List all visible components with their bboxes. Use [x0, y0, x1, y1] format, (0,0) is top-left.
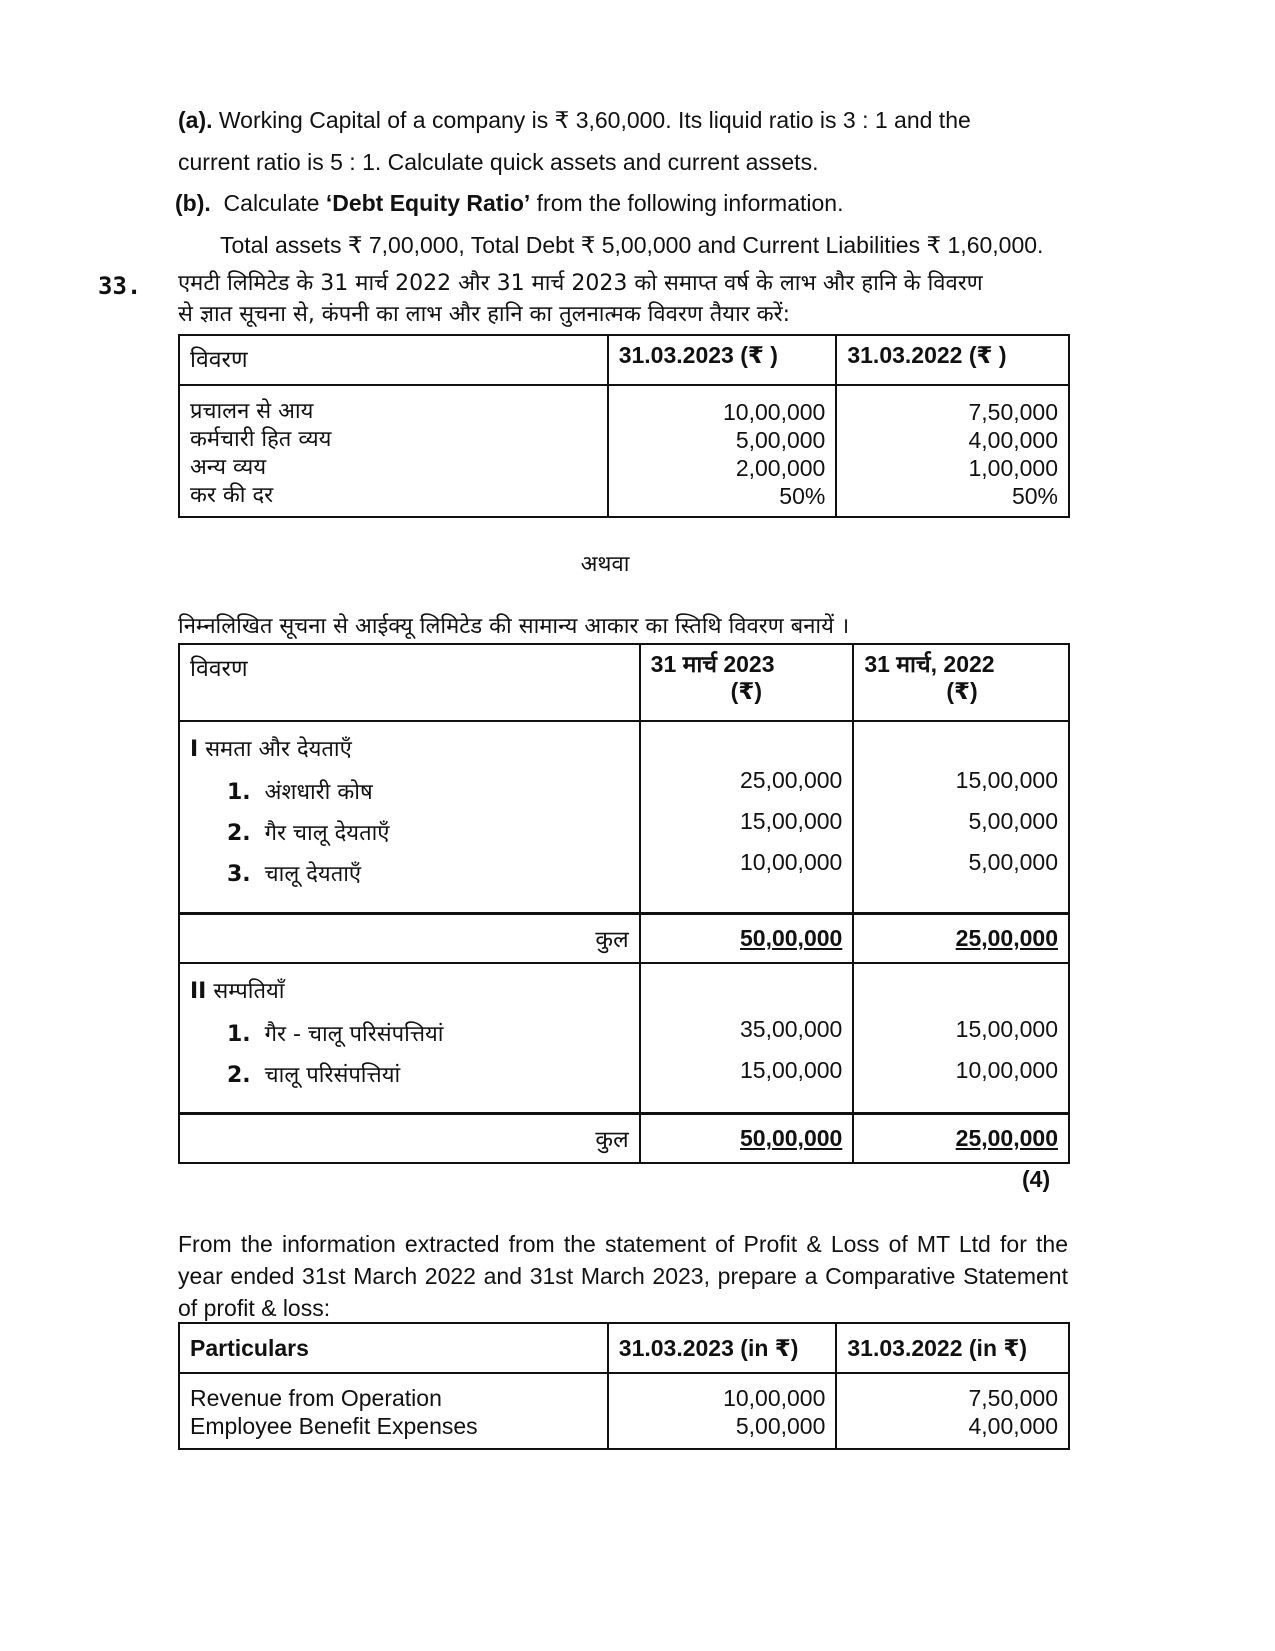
table1-item: कर्मचारी हित व्यय: [190, 427, 332, 452]
section2-item-number: 2.: [227, 1063, 251, 1088]
table3-header-particulars: Particulars: [179, 1323, 608, 1373]
table1-value: 2,00,000: [735, 455, 826, 481]
total2-2022-cell: [853, 1113, 1069, 1163]
table3-header-2023: 31.03.2023 (in ₹): [608, 1323, 837, 1373]
table3-header-2022: 31.03.2022 (in ₹): [836, 1323, 1069, 1373]
table3-value: 4,00,000: [968, 1413, 1058, 1439]
total1-2022-cell: [853, 913, 1069, 963]
total1-2022: 25,00,000: [955, 924, 1058, 951]
table2-header-2022-date: 31 मार्च, 2022: [864, 651, 995, 677]
section1-item-label: चालू देयताएँ: [264, 862, 362, 887]
question-a: [178, 99, 1068, 183]
section2-title: सम्पतियाँ: [213, 979, 285, 1004]
question-b-label: (b).: [175, 190, 211, 216]
question-b-text-bold: ‘Debt Equity Ratio’: [325, 190, 531, 216]
section1-item-number: 1.: [227, 780, 251, 805]
or-text: अथवा: [580, 552, 630, 577]
section2-item-label: गैर - चालू परिसंपत्तियां: [264, 1022, 444, 1047]
table2-header-2022: [853, 644, 1069, 721]
section1-item-label: गैर चालू देयताएँ: [264, 821, 390, 846]
section1-item: [227, 772, 629, 813]
table2-value: 15,00,000: [955, 1016, 1058, 1042]
english-pl-table: [178, 1322, 1070, 1450]
table2-value: 5,00,000: [968, 808, 1058, 834]
section1-item-label: अंशधारी कोष: [264, 780, 373, 805]
total2-2022: 25,00,000: [955, 1124, 1058, 1151]
question-b: [175, 182, 1075, 266]
total2-2023: 50,00,000: [740, 1124, 843, 1151]
section2-item: [227, 1055, 629, 1096]
total1-2023: 50,00,000: [740, 924, 843, 951]
table1-col-2023: [608, 385, 837, 517]
table2-value: 10,00,000: [740, 849, 843, 875]
table1-item: प्रचालन से आय: [190, 399, 314, 424]
table2-header-2023-date: 31 मार्च 2023: [650, 651, 775, 677]
table1-header-particulars: विवरण: [179, 335, 608, 385]
table2-section1-col-2022: [853, 721, 1069, 913]
section1-item-number: 3.: [227, 862, 251, 887]
table3-value: 7,50,000: [968, 1385, 1058, 1411]
table2-section1-col-2023: [640, 721, 854, 913]
table2-section2: [179, 963, 640, 1113]
total1-2023-cell: [640, 913, 854, 963]
table2-value: 15,00,000: [955, 767, 1058, 793]
hindi-pl-table: [178, 334, 1070, 518]
table1-value: 1,00,000: [968, 455, 1058, 481]
question-b-line2: Total assets ₹ 7,00,000, Total Debt ₹ 5,00,000 and Current Liabilities ₹ 1,60,000.: [220, 232, 1044, 258]
table2-header-2022-unit: (₹): [946, 678, 978, 704]
table3-value: 5,00,000: [735, 1413, 826, 1439]
table2-value: 25,00,000: [740, 767, 843, 793]
table2-header-2023-unit: (₹): [730, 678, 762, 704]
question-a-line2: current ratio is 5 : 1. Calculate quick assets and current assets.: [178, 149, 819, 175]
table2-value: 10,00,000: [955, 1057, 1058, 1083]
table1-item: अन्य व्यय: [190, 455, 267, 480]
section1-item: [227, 854, 629, 895]
total2-2023-cell: [640, 1113, 854, 1163]
table1-value: 50%: [1011, 483, 1058, 509]
table1-value: 10,00,000: [723, 399, 826, 425]
table2-value: 35,00,000: [740, 1016, 843, 1042]
section1-title: समता और देयताएँ: [205, 737, 352, 762]
table2-section1: [179, 721, 640, 913]
section1-roman: I: [190, 737, 199, 762]
question-b-text-pre: Calculate: [223, 190, 326, 216]
question-b-text-post: from the following information.: [530, 190, 844, 216]
table2-header-particulars: विवरण: [179, 644, 640, 721]
total2-label: कुल: [179, 1113, 640, 1163]
marks: (4): [1022, 1166, 1051, 1192]
question-a-label: (a).: [178, 107, 213, 133]
table1-value: 50%: [779, 483, 826, 509]
table3-col-2023: [608, 1373, 837, 1449]
table3-item: Employee Benefit Expenses: [190, 1413, 478, 1439]
question-33-intro: [178, 268, 1070, 330]
table2-section2-col-2022: [853, 963, 1069, 1113]
section2-item-number: 1.: [227, 1022, 251, 1047]
english-intro: From the information extracted from the statement of Profit & Loss of MT Ltd for the year ended 31st March 2022 and 31st March 2023, prepare a Comparative Statement of profit & loss:: [178, 1231, 1068, 1321]
question-a-line1: Working Capital of a company is ₹ 3,60,000. Its liquid ratio is 3 : 1 and the: [218, 107, 971, 133]
table1-items: [179, 385, 608, 517]
section2-item-label: चालू परिसंपत्तियां: [264, 1063, 401, 1088]
question-33-number: 33.: [98, 272, 142, 300]
table1-item: कर की दर: [190, 483, 274, 508]
table2-value: 15,00,000: [740, 1057, 843, 1083]
table1-col-2022: [836, 385, 1069, 517]
section2-roman: II: [190, 979, 207, 1004]
section1-item-number: 2.: [227, 821, 251, 846]
q33-intro-line2: से ज्ञात सूचना से, कंपनी का लाभ और हानि का तुलनात्मक विवरण तैयार करें:: [178, 302, 791, 327]
hindi-balance-sheet-table: [178, 643, 1070, 1164]
table3-col-2022: [836, 1373, 1069, 1449]
table1-value: 7,50,000: [968, 399, 1058, 425]
table2-value: 5,00,000: [968, 849, 1058, 875]
table1-value: 5,00,000: [735, 427, 826, 453]
table2-section2-col-2023: [640, 963, 854, 1113]
section1-item: [227, 813, 629, 854]
table3-value: 10,00,000: [723, 1385, 826, 1411]
table2-value: 15,00,000: [740, 808, 843, 834]
q33-intro-line3: निम्नलिखित सूचना से आईक्यू लिमिटेड की सामान्य आकार का स्तिथि विवरण बनायें ।: [178, 614, 850, 639]
section2-item: [227, 1014, 629, 1055]
table1-header-2022: 31.03.2022 (₹ ): [836, 335, 1069, 385]
table1-value: 4,00,000: [968, 427, 1058, 453]
table3-item: Revenue from Operation: [190, 1385, 442, 1411]
q33-intro-line1: एमटी लिमिटेड के 31 मार्च 2022 और 31 मार्च 2023 को समाप्त वर्ष के लाभ और हानि के विवरण: [178, 271, 983, 296]
total1-label: कुल: [179, 913, 640, 963]
table1-header-2023: 31.03.2023 (₹ ): [608, 335, 837, 385]
table2-header-2023: [640, 644, 854, 721]
table3-items: [179, 1373, 608, 1449]
